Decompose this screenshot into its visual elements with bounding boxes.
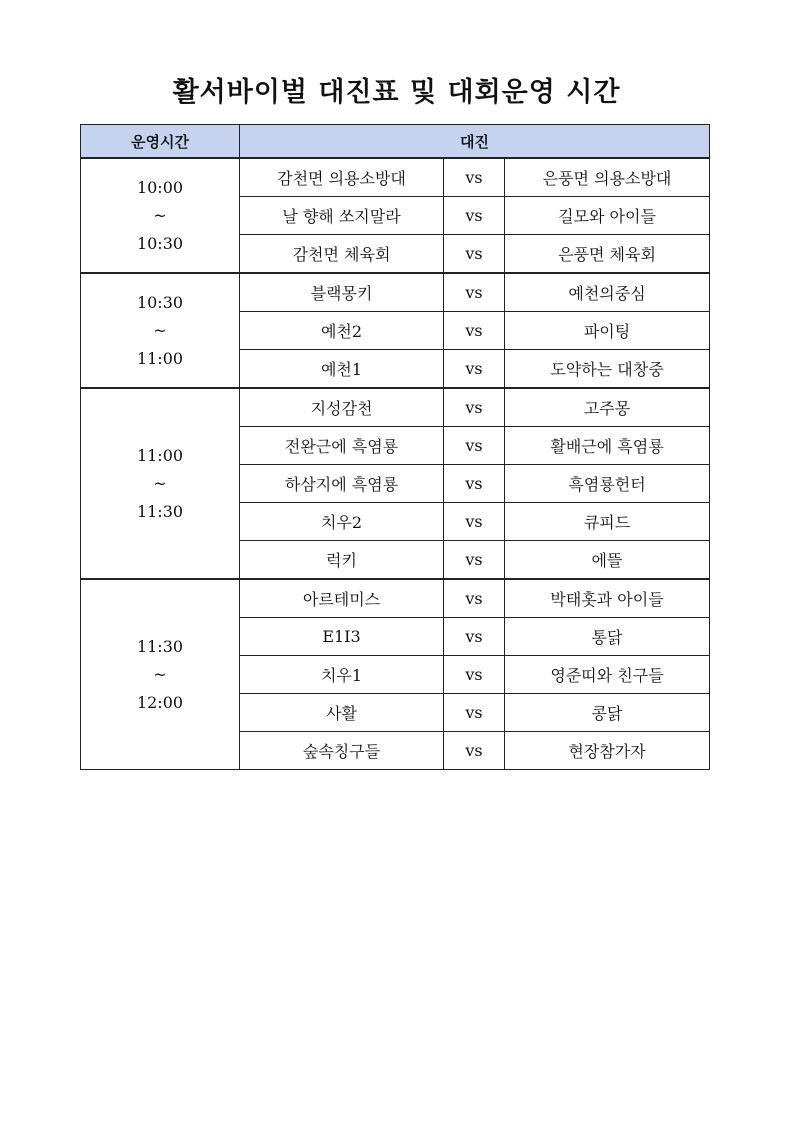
team-home: 치우2 bbox=[240, 503, 444, 541]
table-row bbox=[81, 158, 710, 197]
team-home: 예천1 bbox=[240, 350, 444, 389]
team-home: 블랙몽키 bbox=[240, 273, 444, 312]
team-home: 예천2 bbox=[240, 312, 444, 350]
team-home: 치우1 bbox=[240, 656, 444, 694]
time-end: 12:00 bbox=[136, 692, 184, 712]
team-away: 통닭 bbox=[505, 618, 710, 656]
table-row bbox=[81, 273, 710, 312]
time-end: 11:30 bbox=[136, 501, 184, 521]
vs-label: vs bbox=[444, 465, 505, 503]
team-away: 도약하는 대창중 bbox=[505, 350, 710, 389]
team-home: 하삼지에 흑염룡 bbox=[240, 465, 444, 503]
team-away: 활배근에 흑염룡 bbox=[505, 427, 710, 465]
time-end: 10:30 bbox=[136, 233, 184, 253]
time-slot-cell bbox=[81, 388, 240, 579]
team-home: 감천면 의용소방대 bbox=[240, 158, 444, 197]
table-header-row bbox=[81, 125, 710, 159]
team-away: 에뜰 bbox=[505, 541, 710, 580]
team-away: 콩닭 bbox=[505, 694, 710, 732]
time-slot-group bbox=[81, 158, 710, 273]
time-separator: ~ bbox=[153, 320, 167, 340]
team-home: 아르테미스 bbox=[240, 579, 444, 618]
vs-label: vs bbox=[444, 732, 505, 770]
vs-label: vs bbox=[444, 197, 505, 235]
vs-label: vs bbox=[444, 579, 505, 618]
team-home: 날 향해 쏘지말라 bbox=[240, 197, 444, 235]
team-away: 길모와 아이들 bbox=[505, 197, 710, 235]
vs-label: vs bbox=[444, 541, 505, 580]
vs-label: vs bbox=[444, 350, 505, 389]
team-home: E1I3 bbox=[240, 618, 444, 656]
team-away: 영준띠와 친구들 bbox=[505, 656, 710, 694]
team-away: 고주몽 bbox=[505, 388, 710, 427]
team-home: 숲속칭구들 bbox=[240, 732, 444, 770]
team-away: 현장참가자 bbox=[505, 732, 710, 770]
team-away: 흑염룡헌터 bbox=[505, 465, 710, 503]
time-start: 10:30 bbox=[136, 292, 184, 312]
time-slot-group bbox=[81, 579, 710, 770]
time-separator: ~ bbox=[153, 664, 167, 684]
table-row bbox=[81, 579, 710, 618]
vs-label: vs bbox=[444, 656, 505, 694]
time-start: 11:00 bbox=[136, 445, 184, 465]
vs-label: vs bbox=[444, 235, 505, 274]
time-slot-group bbox=[81, 388, 710, 579]
vs-label: vs bbox=[444, 388, 505, 427]
document-title: 활서바이벌 대진표 및 대회운영 시간 bbox=[172, 77, 621, 108]
team-away: 파이팅 bbox=[505, 312, 710, 350]
team-away: 은풍면 체육회 bbox=[505, 235, 710, 274]
time-slot-cell bbox=[81, 579, 240, 770]
team-home: 사활 bbox=[240, 694, 444, 732]
team-away: 예천의중심 bbox=[505, 273, 710, 312]
team-away: 은풍면 의용소방대 bbox=[505, 158, 710, 197]
vs-label: vs bbox=[444, 158, 505, 197]
team-home: 감천면 체육회 bbox=[240, 235, 444, 274]
team-away: 박태홋과 아이들 bbox=[505, 579, 710, 618]
vs-label: vs bbox=[444, 503, 505, 541]
vs-label: vs bbox=[444, 273, 505, 312]
team-home: 전완근에 흑염룡 bbox=[240, 427, 444, 465]
time-separator: ~ bbox=[153, 205, 167, 225]
header-time: 운영시간 bbox=[81, 125, 240, 159]
time-end: 11:00 bbox=[136, 348, 184, 368]
vs-label: vs bbox=[444, 618, 505, 656]
team-away: 큐피드 bbox=[505, 503, 710, 541]
time-start: 11:30 bbox=[136, 636, 184, 656]
header-match: 대진 bbox=[240, 125, 710, 159]
time-start: 10:00 bbox=[136, 177, 184, 197]
team-home: 럭키 bbox=[240, 541, 444, 580]
table-row bbox=[81, 388, 710, 427]
vs-label: vs bbox=[444, 312, 505, 350]
vs-label: vs bbox=[444, 694, 505, 732]
schedule-table bbox=[80, 124, 710, 770]
time-slot-cell bbox=[81, 158, 240, 273]
team-home: 지성감천 bbox=[240, 388, 444, 427]
time-separator: ~ bbox=[153, 473, 167, 493]
time-slot-cell bbox=[81, 273, 240, 388]
time-slot-group bbox=[81, 273, 710, 388]
vs-label: vs bbox=[444, 427, 505, 465]
